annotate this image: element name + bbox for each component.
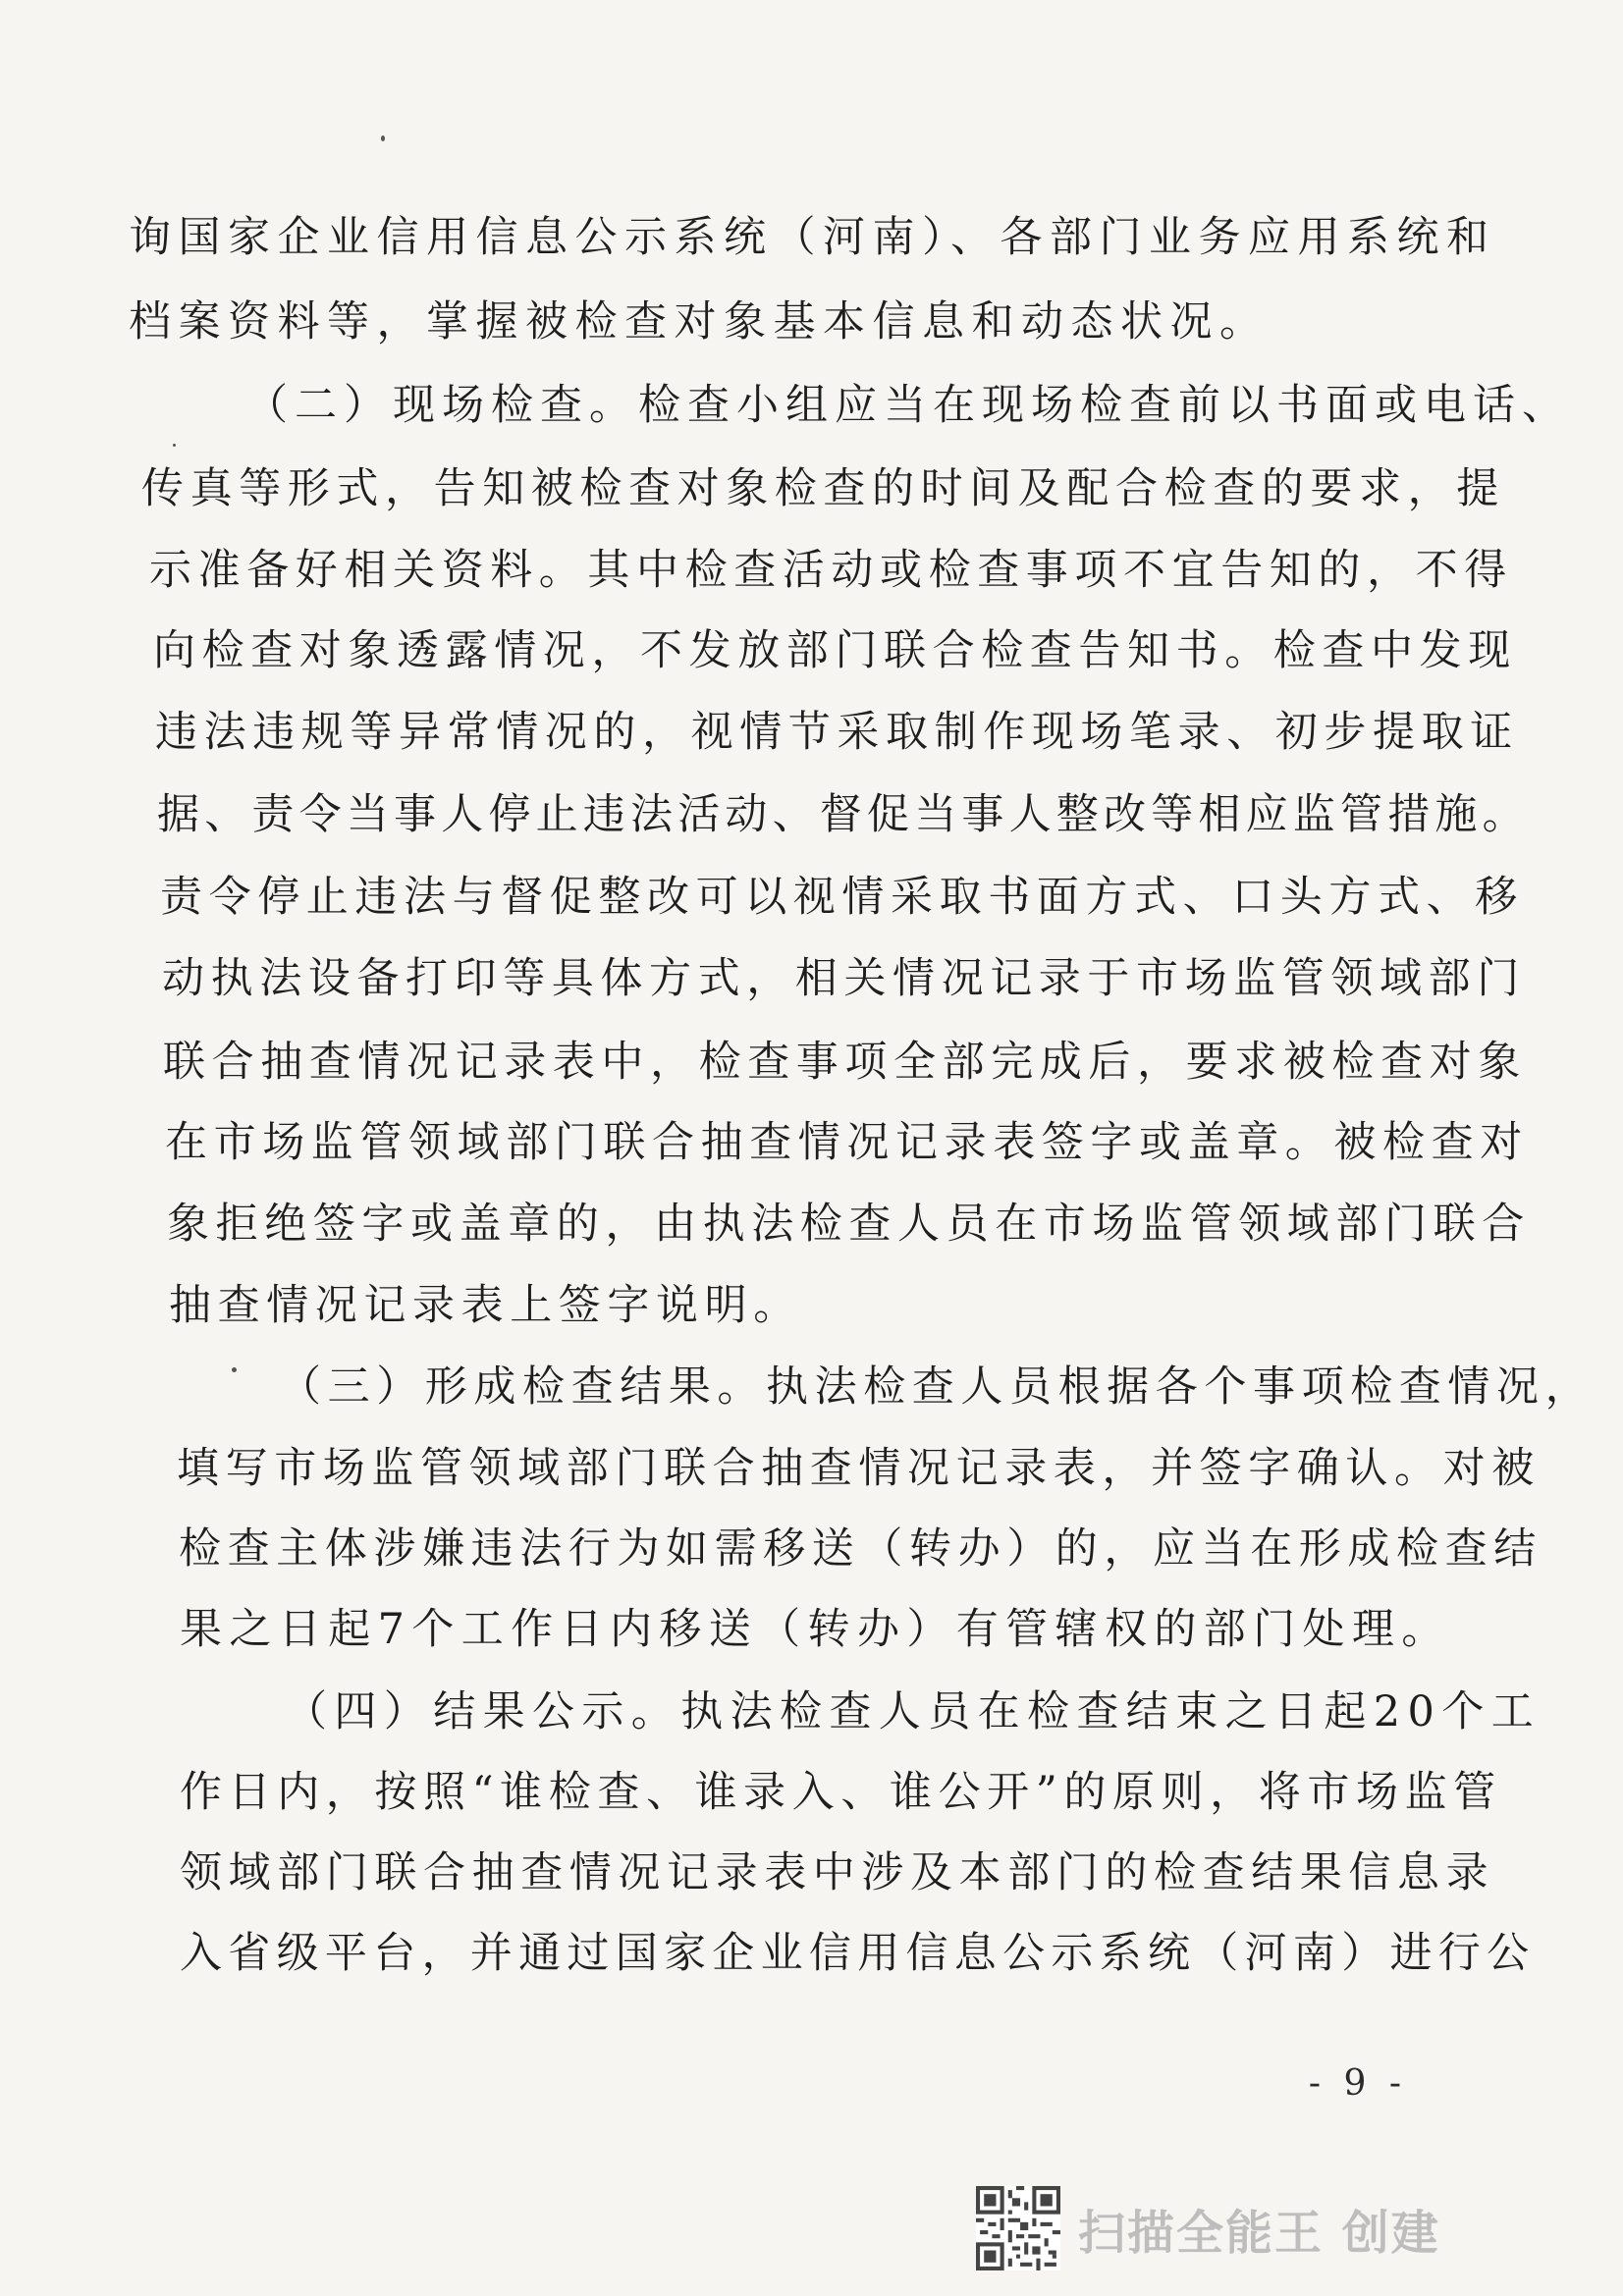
text-line: 在市场监管领域部门联合抽查情况记录表签字或盖章。被检查对 [165, 1118, 1529, 1167]
paragraph-heading-line: （三）形成检查结果。执法检查人员根据各个事项检查情况， [279, 1362, 1595, 1412]
scan-speck [232, 1367, 237, 1372]
text-line: 责令停止违法与督促整改可以视情采取书面方式、口头方式、移 [160, 873, 1524, 922]
text-line: 档案资料等，掌握被检查对象基本信息和动态状况。 [129, 297, 1270, 347]
text-line: 入省级平台，并通过国家企业信用信息公示系统（河南）进行公 [180, 1929, 1536, 1978]
scanner-watermark [976, 2181, 1487, 2275]
scan-speck [173, 444, 176, 447]
text-line: 象拒绝签字或盖章的，由执法检查人员在市场监管领域部门联合 [167, 1200, 1531, 1249]
text-line: 向检查对象透露情况，不发放部门联合检查告知书。检查中发现 [153, 626, 1517, 675]
text-line: 果之日起7个工作日内移送（转办）有管辖权的部门处理。 [180, 1605, 1451, 1654]
text-line: 填写市场监管领域部门联合抽查情况记录表，并签字确认。对被 [177, 1444, 1541, 1493]
paragraph-heading-line: （四）结果公示。执法检查人员在检查结束之日起20个工 [285, 1687, 1542, 1736]
text-line: 示准备好相关资料。其中检查活动或检查事项不宜告知的，不得 [149, 546, 1513, 595]
paragraph-heading-line: （二）现场检查。检查小组应当在现场检查前以书面或电话、 [245, 381, 1571, 430]
watermark-label: 扫描全能王 创建 [1078, 2205, 1440, 2261]
text-line: 动执法设备打印等具体方式，相关情况记录于市场监管领域部门 [162, 954, 1526, 1003]
text-line: 违法违规等异常情况的，视情节采取制作现场笔录、初步提取证 [155, 708, 1519, 757]
text-line: 作日内，按照“谁检查、谁录入、谁公开”的原则，将市场监管 [180, 1768, 1502, 1817]
text-line: 抽查情况记录表上签字说明。 [169, 1281, 802, 1330]
text-line: 领域部门联合抽查情况记录表中涉及本部门的检查结果信息录 [180, 1848, 1495, 1897]
text-line: 传真等形式，告知被检查对象检查的时间及配合检查的要求，提 [141, 464, 1505, 513]
text-line: 联合抽查情况记录表中，检查事项全部完成后，要求被检查对象 [163, 1038, 1527, 1087]
text-line: 询国家企业信用信息公示系统（河南）、各部门业务应用系统和 [129, 213, 1496, 262]
qr-code-icon [976, 2186, 1060, 2270]
text-line: 检查主体涉嫌违法行为如需移送（转办）的，应当在形成检查结 [179, 1524, 1542, 1574]
text-line: 据、责令当事人停止违法活动、督促当事人整改等相应监管措施。 [157, 790, 1530, 839]
scan-speck [381, 135, 385, 141]
page-number: - 9 - [1308, 2063, 1407, 2104]
